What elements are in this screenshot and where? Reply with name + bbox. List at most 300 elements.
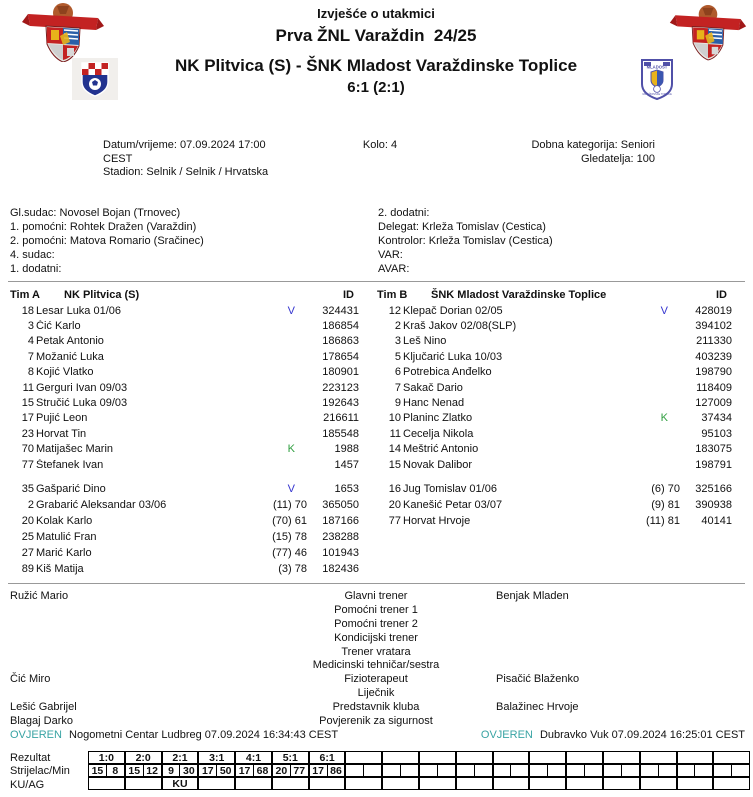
match-round: Kolo: 4 xyxy=(362,139,398,151)
player-name: Gerguri Ivan 09/03 xyxy=(36,381,128,394)
player-number: 17 xyxy=(21,412,34,425)
player-name: Cecelja Nikola xyxy=(403,427,474,440)
player-name: Grabarić Aleksandar 03/06 xyxy=(36,499,167,512)
result-cell xyxy=(345,751,382,764)
football-association-crest-icon xyxy=(20,2,106,62)
player-number: 18 xyxy=(21,304,34,317)
football-association-crest-icon xyxy=(668,2,748,62)
scorer-cell xyxy=(309,764,346,777)
player-number: 3 xyxy=(27,320,34,333)
report-title: Izvješće o utakmici xyxy=(317,6,435,21)
match-title: NK Plitvica (S) - ŠNK Mladost Varaždinske Toplice xyxy=(174,56,578,75)
player-name: Pujić Leon xyxy=(36,412,88,425)
away-staff-name: Pisačić Blaženko xyxy=(496,673,580,686)
scorer-number: 17 xyxy=(312,764,324,777)
kuag-cell xyxy=(677,777,714,790)
scorer-minute-row xyxy=(88,764,750,777)
result-cell xyxy=(382,751,419,764)
certified-stamp: OVJEREN xyxy=(480,729,533,741)
player-name: Novak Dalibor xyxy=(403,458,473,471)
svg-text:MLADOST: MLADOST xyxy=(646,64,668,70)
player-name: Kolak Karlo xyxy=(36,515,93,528)
match-info-right xyxy=(460,139,655,166)
staff-role: Trener vratara xyxy=(341,645,411,658)
player-id: 37434 xyxy=(701,412,732,425)
officials-left-column xyxy=(10,206,204,276)
report-header xyxy=(156,6,596,96)
player-id: 183075 xyxy=(695,443,732,456)
away-club-crest xyxy=(640,58,674,100)
player-name: Jug Tomislav 01/06 xyxy=(403,483,497,496)
goal-minute xyxy=(584,765,602,776)
goal-minute xyxy=(621,765,639,776)
staff-role: Pomoćni trener 1 xyxy=(334,603,418,616)
competition-title: Prva ŽNL Varaždin 24/25 xyxy=(275,26,477,45)
away-staff-name: Benjak Mladen xyxy=(496,589,569,602)
result-cell xyxy=(493,751,530,764)
scorer-cell xyxy=(419,764,456,777)
player-name: Hanc Nenad xyxy=(403,397,465,410)
player-number: 70 xyxy=(21,443,34,456)
team-b-roster xyxy=(377,287,732,529)
player-name: Štefanek Ivan xyxy=(36,458,104,471)
player-id: 428019 xyxy=(695,304,732,317)
goal-minute xyxy=(474,765,492,776)
player-id: 185548 xyxy=(322,427,359,440)
player-number: 4 xyxy=(27,335,34,348)
info-line: Dobna kategorija: Seniori xyxy=(531,139,655,151)
scorer-cell xyxy=(272,764,309,777)
goal-minute: 86 xyxy=(327,765,345,776)
results-row-labels xyxy=(10,752,70,792)
player-mid-column xyxy=(245,483,307,495)
player-name: Kojić Vlatko xyxy=(36,366,94,379)
goal-minute: 30 xyxy=(179,765,197,776)
staff-row xyxy=(10,631,743,645)
kuag-cell xyxy=(309,777,346,790)
player-row xyxy=(10,561,359,577)
staff-row xyxy=(10,589,743,603)
staff-row xyxy=(10,686,743,700)
player-id: 187166 xyxy=(322,515,359,528)
certified-stamp: OVJEREN xyxy=(10,729,62,741)
player-row xyxy=(10,411,359,426)
result-cell: 6:1 xyxy=(309,751,346,764)
substitution-info: (70) 61 xyxy=(272,515,307,528)
player-number: 9 xyxy=(394,397,401,410)
player-row xyxy=(377,365,732,380)
official-line: 1. dodatni: xyxy=(10,263,62,275)
player-name: Stručić Luka 09/03 xyxy=(36,397,128,410)
goal-minute: 68 xyxy=(253,765,271,776)
scorer-cell xyxy=(713,764,750,777)
officials-right-column xyxy=(378,206,553,276)
result-cell xyxy=(529,751,566,764)
player-number: 6 xyxy=(394,366,401,379)
goal-minute: 77 xyxy=(290,765,308,776)
certified-by-text: Dubravko Vuk 07.09.2024 16:25:01 CEST xyxy=(539,729,745,741)
goal-minute xyxy=(658,765,676,776)
team-a-starters xyxy=(10,303,359,472)
association-crest-right xyxy=(668,2,748,62)
result-cell xyxy=(566,751,603,764)
player-name: Ključarić Luka 10/03 xyxy=(403,350,503,363)
goal-minute xyxy=(437,765,455,776)
player-name: Čić Karlo xyxy=(36,320,81,333)
scorer-number xyxy=(346,765,363,776)
player-id: 238288 xyxy=(322,530,359,543)
result-cell: 1:0 xyxy=(88,751,125,764)
result-cell: 2:0 xyxy=(125,751,162,764)
player-row xyxy=(10,442,359,457)
official-line: Delegat: Krleža Tomislav (Cestica) xyxy=(378,221,546,233)
player-number: 7 xyxy=(394,381,401,394)
player-row xyxy=(10,497,359,513)
player-mid-column xyxy=(245,563,307,575)
player-number: 5 xyxy=(394,350,401,363)
player-row xyxy=(377,513,732,529)
staff-row xyxy=(10,645,743,659)
player-number: 8 xyxy=(27,366,34,379)
scorer-number: 17 xyxy=(201,764,214,777)
team-a-id-header: ID xyxy=(343,289,354,301)
results-row-label: Rezultat xyxy=(10,752,51,764)
result-cell: 3:1 xyxy=(198,751,235,764)
svg-text:VARAŽDINSKE TOPLICE: VARAŽDINSKE TOPLICE xyxy=(642,93,672,96)
scorer-number: 15 xyxy=(91,764,104,777)
kuag-cell xyxy=(456,777,493,790)
player-row xyxy=(377,411,732,426)
player-row xyxy=(10,529,359,545)
player-number: 16 xyxy=(388,483,401,496)
result-cell: 4:1 xyxy=(235,751,272,764)
scorer-cell xyxy=(640,764,677,777)
player-name: Petak Antonio xyxy=(36,335,104,348)
scorer-number xyxy=(678,765,695,776)
player-row xyxy=(377,457,732,472)
official-line: 1. pomoćni: Rohtek Dražen (Varaždin) xyxy=(10,221,197,233)
snk-mladost-crest-icon xyxy=(640,58,674,100)
team-b-name: ŠNK Mladost Varaždinske Toplice xyxy=(431,289,607,301)
player-row xyxy=(10,457,359,472)
substitution-info: (6) 70 xyxy=(651,483,680,496)
player-id: 365050 xyxy=(322,499,359,512)
info-line: Gledatelja: 100 xyxy=(581,152,655,165)
player-id: 192643 xyxy=(322,397,359,410)
player-role-badge: V xyxy=(660,304,668,317)
nk-plitvica-crest-icon xyxy=(72,58,118,100)
player-row xyxy=(10,513,359,529)
scorer-cell xyxy=(382,764,419,777)
player-name: Klepač Dorian 02/05 xyxy=(403,304,503,317)
away-staff-name: Balažinec Hrvoje xyxy=(496,701,579,714)
staff-role: Liječnik xyxy=(357,687,395,700)
home-staff-name: Ružić Mario xyxy=(10,589,69,602)
kuag-cell xyxy=(713,777,750,790)
player-name: Matijašec Marin xyxy=(36,443,114,456)
player-row xyxy=(377,395,732,410)
scorer-number xyxy=(567,765,584,776)
player-number: 7 xyxy=(27,350,34,363)
kuag-row xyxy=(88,777,750,790)
player-name: Planinc Zlatko xyxy=(403,412,473,425)
team-b-starters xyxy=(377,303,732,472)
player-id: 95103 xyxy=(701,427,732,440)
staff-role: Povjerenik za sigurnost xyxy=(319,714,433,727)
player-row xyxy=(10,545,359,561)
staff-row xyxy=(10,603,743,617)
home-staff-name: Čić Miro xyxy=(10,673,51,686)
team-b-label: Tim B xyxy=(377,289,408,301)
kuag-cell xyxy=(493,777,530,790)
player-row xyxy=(377,334,732,349)
home-staff-name: Blagaj Darko xyxy=(10,714,73,727)
scorer-number: 17 xyxy=(238,764,251,777)
scorer-number xyxy=(641,765,658,776)
team-b-id-header: ID xyxy=(716,289,727,301)
player-number: 77 xyxy=(21,458,34,471)
player-name: Možanić Luka xyxy=(36,350,104,363)
player-row xyxy=(377,497,732,513)
scorer-number: 20 xyxy=(275,764,288,777)
player-number: 14 xyxy=(388,443,401,456)
kuag-cell xyxy=(345,777,382,790)
player-id: 324431 xyxy=(322,304,359,317)
staff-role: Glavni trener xyxy=(344,589,408,602)
section-divider xyxy=(8,281,745,282)
player-mid-column xyxy=(245,515,307,527)
substitution-info: (11) 70 xyxy=(272,499,307,512)
info-line: Datum/vrijeme: 07.09.2024 17:00 CEST xyxy=(103,139,266,165)
roster-gap xyxy=(377,472,732,481)
team-a-roster xyxy=(10,287,359,577)
roster-gap xyxy=(10,472,359,481)
official-line: 2. pomoćni: Matova Romario (Sračinec) xyxy=(10,235,204,247)
player-id: 390938 xyxy=(695,499,732,512)
certified-by-text: Nogometni Centar Ludbreg 07.09.2024 16:34:43 CEST xyxy=(69,729,339,741)
official-line: Gl.sudac: Novosel Bojan (Trnovec) xyxy=(10,207,181,219)
scorer-cell xyxy=(162,764,199,777)
substitution-info: (77) 46 xyxy=(272,546,307,559)
staff-row xyxy=(10,700,743,714)
result-cell xyxy=(419,751,456,764)
kuag-cell xyxy=(603,777,640,790)
scorer-cell xyxy=(603,764,640,777)
substitution-info: (15) 78 xyxy=(272,530,307,543)
player-number: 12 xyxy=(388,304,401,317)
results-row-label: Strijelac/Min xyxy=(10,765,70,778)
player-number: 20 xyxy=(21,515,34,528)
goal-minute xyxy=(363,765,381,776)
player-number: 11 xyxy=(389,427,401,440)
player-name: Leš Nino xyxy=(403,335,447,348)
result-cell xyxy=(603,751,640,764)
player-mid-column xyxy=(618,483,680,495)
player-row xyxy=(10,395,359,410)
player-number: 10 xyxy=(388,412,401,425)
team-b-substitutes xyxy=(377,481,732,529)
match-info-left xyxy=(103,139,293,180)
staff-section xyxy=(10,589,743,728)
info-line: Stadion: Selnik / Selnik / Hrvatska xyxy=(103,166,269,178)
player-row xyxy=(377,380,732,395)
player-name: Marić Karlo xyxy=(36,546,92,559)
kuag-cell xyxy=(382,777,419,790)
player-name: Kanešić Petar 03/07 xyxy=(403,499,503,512)
player-id: 127009 xyxy=(695,397,732,410)
result-cell: 5:1 xyxy=(272,751,309,764)
player-role-badge: K xyxy=(660,412,668,425)
team-a-header xyxy=(10,287,359,303)
player-name: Meštrić Antonio xyxy=(403,443,479,456)
player-row xyxy=(10,380,359,395)
player-number: 11 xyxy=(22,381,34,394)
result-cell xyxy=(456,751,493,764)
away-certification xyxy=(481,729,745,741)
goal-minute xyxy=(400,765,418,776)
scorer-cell xyxy=(566,764,603,777)
scorer-cell xyxy=(88,764,125,777)
scorer-cell xyxy=(345,764,382,777)
player-number: 15 xyxy=(388,458,401,471)
player-mid-column xyxy=(245,531,307,543)
player-number: 23 xyxy=(21,427,34,440)
staff-role: Pomoćni trener 2 xyxy=(334,617,418,630)
scorer-cell xyxy=(677,764,714,777)
player-name: Kiš Matija xyxy=(36,562,84,575)
player-id: 325166 xyxy=(695,483,732,496)
result-cell xyxy=(713,751,750,764)
player-id: 178654 xyxy=(322,350,359,363)
player-mid-column xyxy=(245,443,307,455)
player-row xyxy=(377,318,732,333)
player-row xyxy=(377,349,732,364)
player-mid-column xyxy=(618,305,680,317)
staff-row xyxy=(10,658,743,672)
player-mid-column xyxy=(245,305,307,317)
home-certification xyxy=(10,729,338,741)
goal-minute xyxy=(694,765,712,776)
player-name: Matulić Fran xyxy=(36,530,97,543)
player-number: 35 xyxy=(21,483,34,496)
player-number: 2 xyxy=(27,499,34,512)
player-name: Potrebica Anđelko xyxy=(403,366,492,379)
player-id: 186854 xyxy=(322,320,359,333)
scorer-number xyxy=(420,765,437,776)
player-id: 198791 xyxy=(695,458,732,471)
goal-minute xyxy=(547,765,565,776)
home-staff-name: Lešić Gabrijel xyxy=(10,701,77,714)
section-divider xyxy=(8,583,745,584)
player-name: Gašparić Dino xyxy=(36,483,106,496)
goal-minute xyxy=(731,765,749,776)
player-name: Horvat Hrvoje xyxy=(403,515,471,528)
team-a-label: Tim A xyxy=(10,289,40,301)
goal-minute: 12 xyxy=(143,765,161,776)
player-name: Sakač Dario xyxy=(403,381,463,394)
kuag-cell xyxy=(88,777,125,790)
player-id: 1988 xyxy=(334,443,359,456)
scorer-number xyxy=(530,765,547,776)
team-a-substitutes xyxy=(10,481,359,576)
kuag-cell xyxy=(235,777,272,790)
player-row xyxy=(10,426,359,441)
scorer-cell xyxy=(125,764,162,777)
kuag-cell xyxy=(198,777,235,790)
player-mid-column xyxy=(245,547,307,559)
player-number: 20 xyxy=(388,499,401,512)
result-cell xyxy=(640,751,677,764)
player-row xyxy=(377,426,732,441)
player-number: 25 xyxy=(21,530,34,543)
player-id: 40141 xyxy=(701,515,732,528)
player-id: 101943 xyxy=(322,546,359,559)
player-name: Kraš Jakov 02/08(SLP) xyxy=(403,320,517,333)
kuag-cell: KU xyxy=(162,777,199,790)
player-number: 15 xyxy=(21,397,34,410)
staff-role: Predstavnik kluba xyxy=(332,701,420,714)
scorer-number xyxy=(714,765,731,776)
player-row xyxy=(377,303,732,318)
kuag-cell xyxy=(125,777,162,790)
player-id: 198790 xyxy=(695,366,732,379)
scorer-cell xyxy=(529,764,566,777)
player-id: 186863 xyxy=(322,335,359,348)
player-id: 182436 xyxy=(322,562,359,575)
staff-role: Fizioterapeut xyxy=(344,673,408,686)
scorer-number xyxy=(383,765,400,776)
player-row xyxy=(10,481,359,497)
player-id: 1653 xyxy=(334,483,359,496)
association-crest-left xyxy=(20,2,106,62)
player-name: Lesar Luka 01/06 xyxy=(36,304,122,317)
certification-row xyxy=(10,729,745,741)
player-mid-column xyxy=(245,499,307,511)
player-id: 216611 xyxy=(323,412,359,425)
results-row-label: KU/AG xyxy=(10,778,45,791)
staff-role: Kondicijski trener xyxy=(334,631,418,644)
player-number: 2 xyxy=(394,320,401,333)
staff-row xyxy=(10,714,743,728)
player-mid-column xyxy=(618,412,680,424)
kuag-cell xyxy=(640,777,677,790)
substitution-info: (11) 81 xyxy=(645,515,680,528)
kuag-cell xyxy=(529,777,566,790)
scorer-number xyxy=(457,765,474,776)
staff-role: Medicinski tehničar/sestra xyxy=(312,659,440,672)
official-line: 2. dodatni: xyxy=(378,207,430,219)
player-number: 77 xyxy=(388,515,401,528)
player-row xyxy=(10,365,359,380)
match-score: 6:1 (2:1) xyxy=(347,79,405,96)
player-row xyxy=(10,349,359,364)
result-cell: 2:1 xyxy=(162,751,199,764)
player-row xyxy=(10,318,359,333)
scorer-cell xyxy=(198,764,235,777)
player-id: 403239 xyxy=(695,350,732,363)
player-role-badge: V xyxy=(287,483,295,496)
official-line: VAR: xyxy=(378,249,403,261)
scorer-cell xyxy=(493,764,530,777)
player-number: 89 xyxy=(21,562,34,575)
staff-row xyxy=(10,617,743,631)
team-b-header xyxy=(377,287,732,303)
scorer-cell xyxy=(235,764,272,777)
results-score-row xyxy=(88,751,750,764)
player-id: 180901 xyxy=(322,366,359,379)
player-number: 3 xyxy=(394,335,401,348)
scorer-cell xyxy=(456,764,493,777)
